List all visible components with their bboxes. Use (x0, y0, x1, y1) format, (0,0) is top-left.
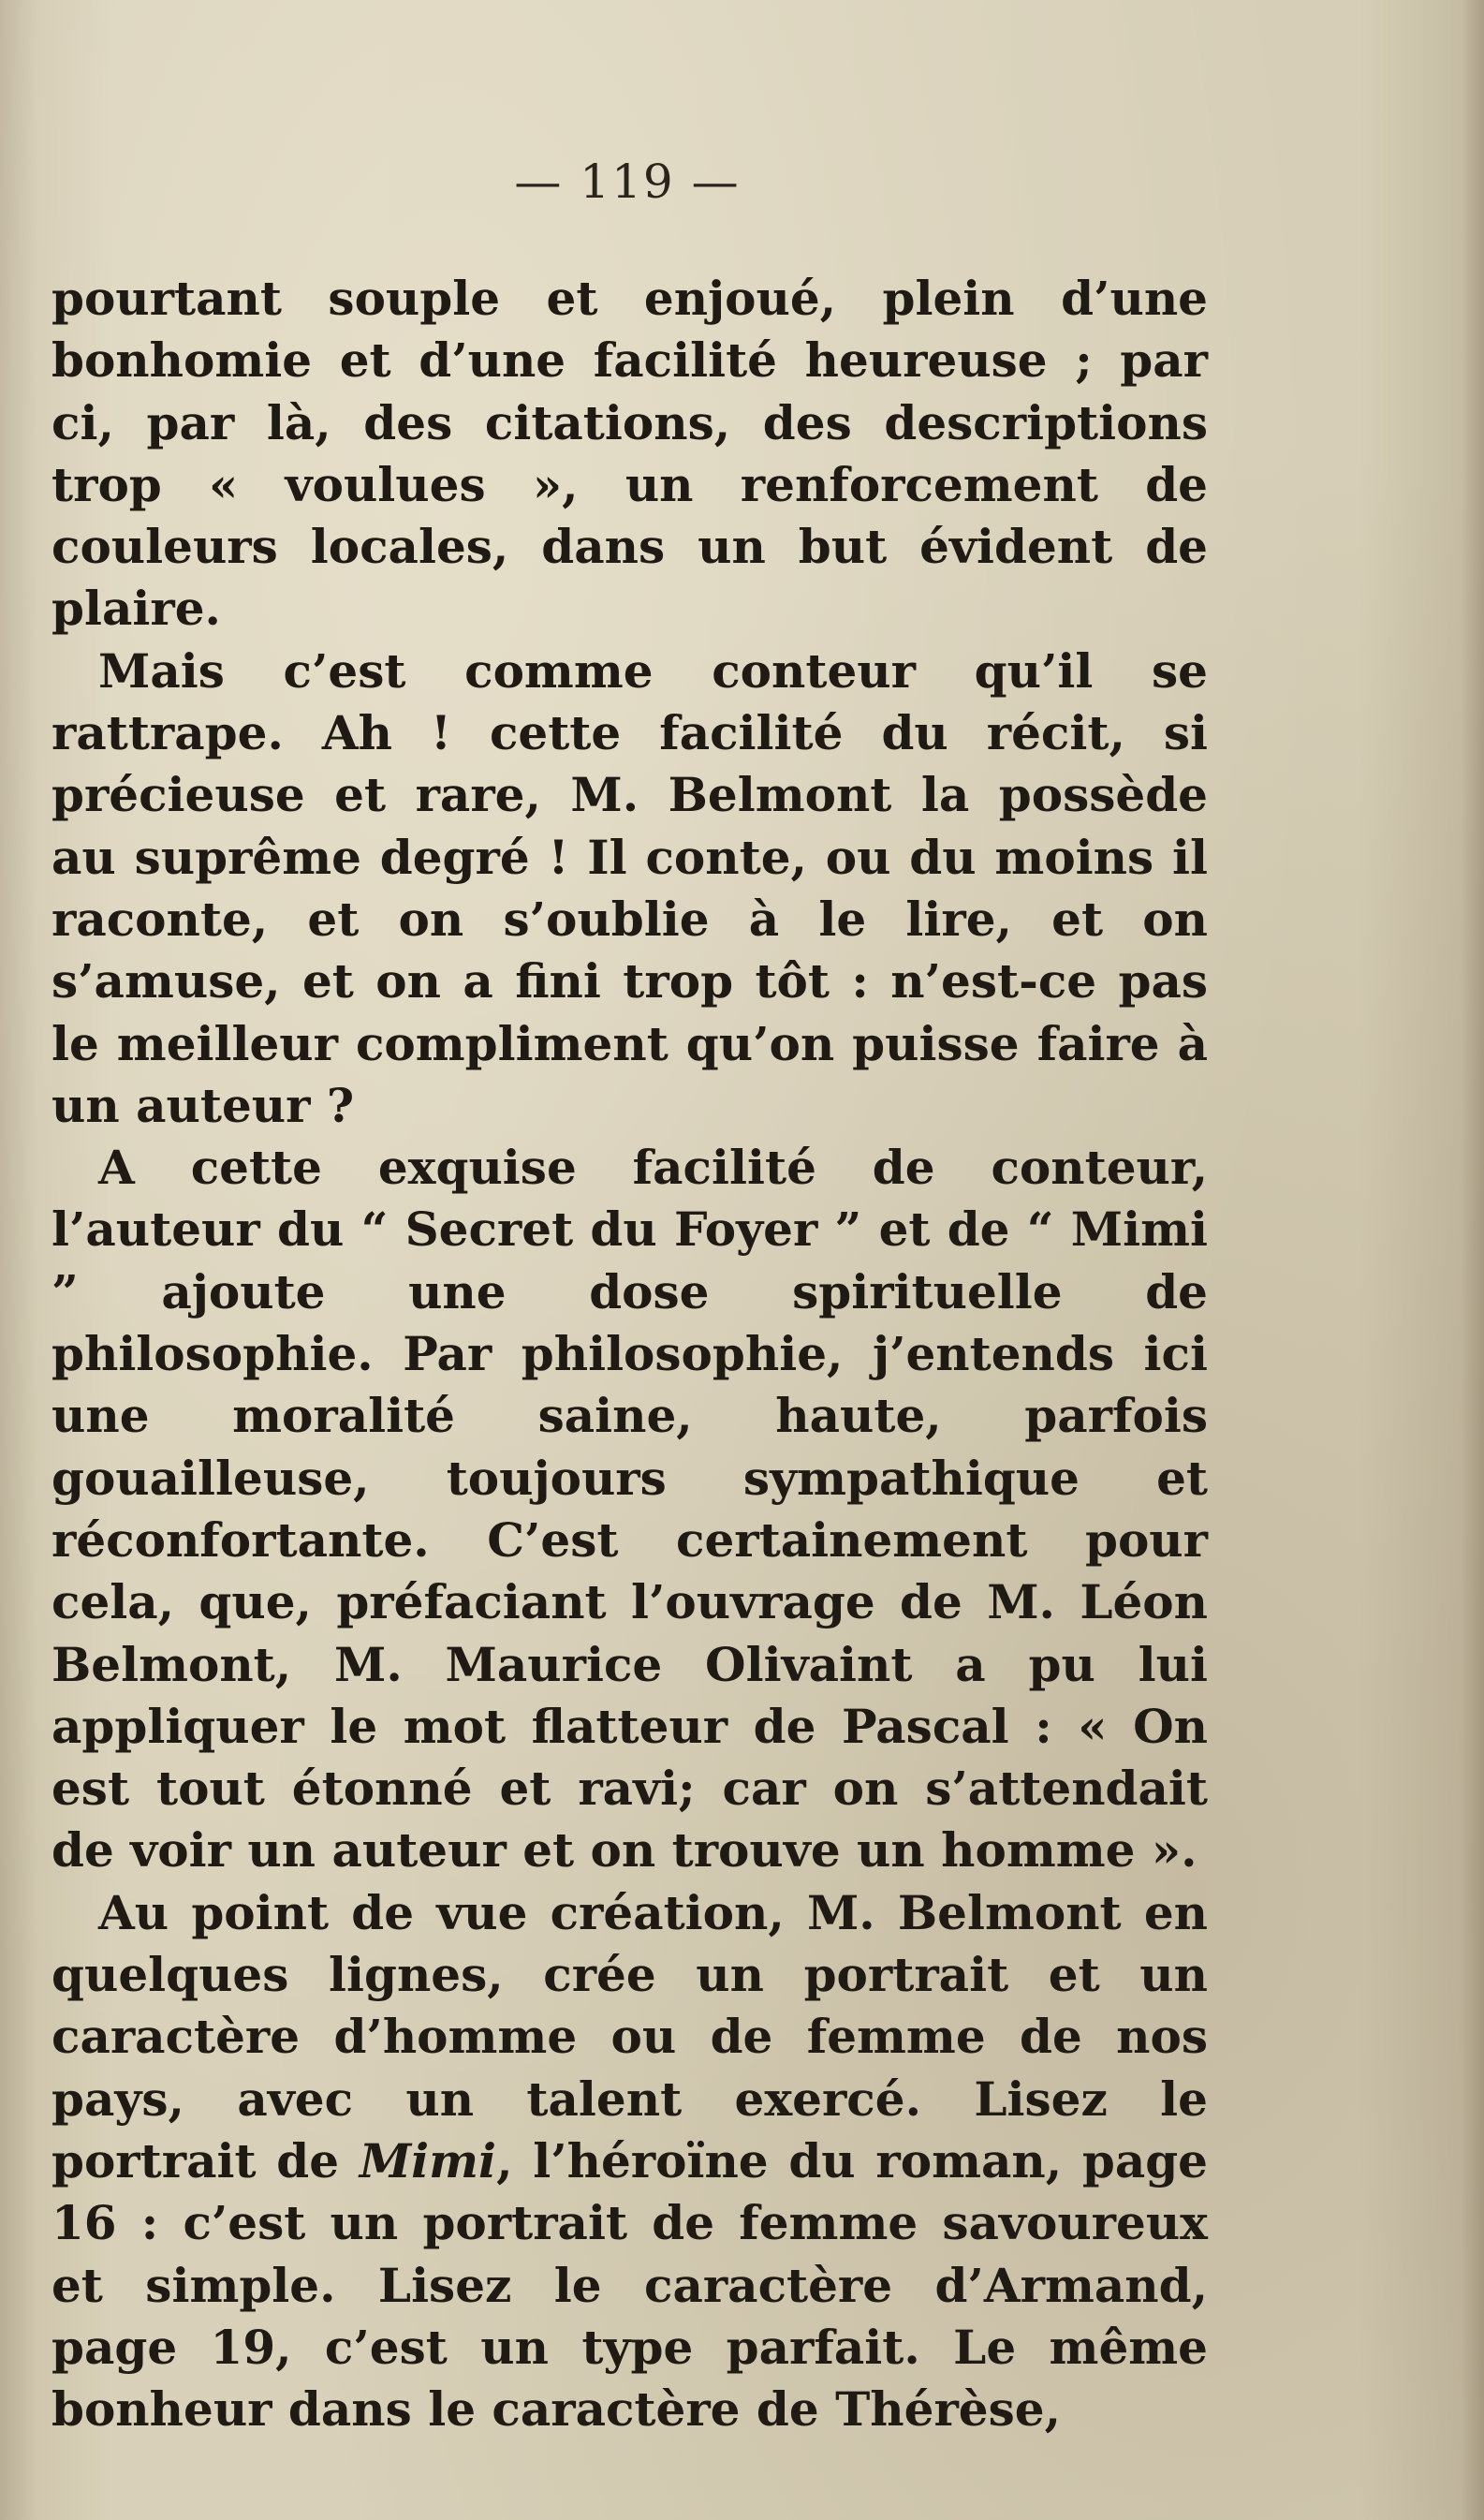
paragraph-3: A cette exquise facilité de conteur, l’auteur du “ Secret du Foyer ” et de “ Mimi ” ajoute une dose spirituelle de philosophie. Par philosophie, j’entends ici une moralité saine, haute, parfois gouailleuse, toujours sympathique et réconfortante. C’est certainement pour cela, que, préfaciant l’ouvrage de M. Léon Belmont, M. Maurice Olivaint a pu lui appliquer le mot flatteur de Pascal : « On est tout étonné et ravi; car on s’attendait de voir un auteur et on trouve un homme ». (51, 1140, 1208, 1879)
paragraph-1: pourtant souple et enjoué, plein d’une bonhomie et d’une facilité heureuse ; par ci, par là, des citations, des descriptions trop « voulues », un renforcement de couleurs locales, dans un but évident de plaire. (51, 271, 1208, 637)
page-number: — 119 — (514, 155, 741, 209)
paragraph-4-text-after: , l’héroïne du roman, page 16 : c’est un portrait de femme savoureux et simple. Lisez le caractère d’Armand, page 19, c’est un type parfait. Le même bonheur dans le caractère de Thérèse, (51, 2132, 1208, 2438)
body-text (51, 268, 1208, 2440)
paragraph-4-text-before: Au point de vue création, M. Belmont en quelques lignes, crée un portrait et un caractère d’homme ou de femme de nos pays, avec un talent exercé. Lisez le portrait de (51, 1884, 1208, 2188)
paragraph-4 (51, 1882, 1208, 2441)
paragraph-2: Mais c’est comme conteur qu’il se rattrape. Ah ! cette facilité du récit, si précieuse et rare, M. Belmont la possède au suprême degré ! Il conte, ou du moins il raconte, et on s’oublie à le lire, et on s’amuse, et on a fini trop tôt : n’est-ce pas le meilleur compliment qu’on puisse faire à un auteur ? (51, 642, 1208, 1133)
paragraph-4-italic-title: Mimi (359, 2132, 497, 2188)
